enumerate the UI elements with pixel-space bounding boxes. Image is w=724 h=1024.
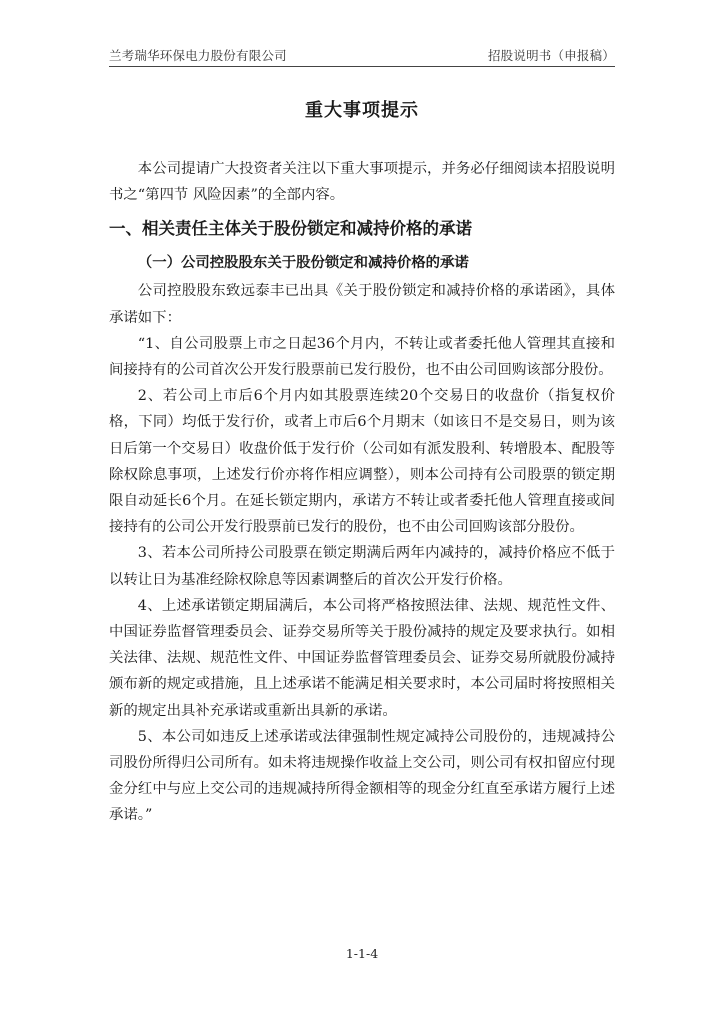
commitment-item-4: 4、上述承诺锁定期届满后，本公司将严格按照法律、法规、规范性文件、中国证券监督管理委员会、证券交易所等关于股份减持的规定及要求执行。如相关法律、法规、规范性文件、中国证券监督管理委员会、证券交易所就股份减持颁布新的规定或措施，且上述承诺不能满足相关要求时，本公司届时将按照相关新的规定出具补充承诺或重新出具新的承诺。 <box>109 597 615 719</box>
intro-paragraph: 本公司提请广大投资者关注以下重大事项提示，并务必仔细阅读本招股说明书之“第四节 风险因素”的全部内容。 <box>109 161 615 204</box>
page-number: 1-1-4 <box>345 946 379 961</box>
commitment-item-1: “1、自公司股票上市之日起36个月内，不转让或者委托他人管理其直接和间接持有的公司首次公开发行股票前已发行股份，也不由公司回购该部分股份。 <box>109 335 615 379</box>
page-title: 重大事项提示 <box>305 100 419 121</box>
header-document-type: 招股说明书（申报稿） <box>487 48 615 63</box>
section-heading: 一、相关责任主体关于股份锁定和减持价格的承诺 <box>109 219 472 239</box>
commitment-item-3: 3、若本公司所持公司股票在锁定期满后两年内减持的，减持价格应不低于以转让日为基准经除权除息等因素调整后的首次公开发行价格。 <box>109 545 615 588</box>
commitment-item-5: 5、本公司如违反上述承诺或法律强制性规定减持公司股份的，违规减持公司股份所得归公司所有。如未将违规操作收益上交公司，则公司有权扣留应付现金分红中与应上交公司的违规减持所得金额相等的现金分红直至承诺方履行上述承诺。” <box>109 728 615 824</box>
header-company-name: 兰考瑞华环保电力股份有限公司 <box>109 48 287 63</box>
lead-paragraph: 公司控股股东致远泰丰已出具《关于股份锁定和减持价格的承诺函》，具体承诺如下： <box>109 283 615 326</box>
commitment-item-2: 2、若公司上市后6个月内如其股票连续20个交易日的收盘价（指复权价格，下同）均低于发行价，或者上市后6个月期末（如该日不是交易日，则为该日后第一个交易日）收盘价低于发行价（公司如有派发股利、转增股本、配股等除权除息事项，上述发行价亦将作相应调整），则本公司持有公司股票的锁定期限自动延长6个月。在延长锁定期内，承诺方不转让或者委托他人管理直接或间接持有的公司公开发行股票前已发行的股份，也不由公司回购该部分股份。 <box>109 388 615 536</box>
header-divider <box>109 66 615 67</box>
subsection-heading: （一）公司控股股东关于股份锁定和减持价格的承诺 <box>137 255 469 272</box>
document-body <box>109 156 615 829</box>
page-header <box>109 46 615 64</box>
